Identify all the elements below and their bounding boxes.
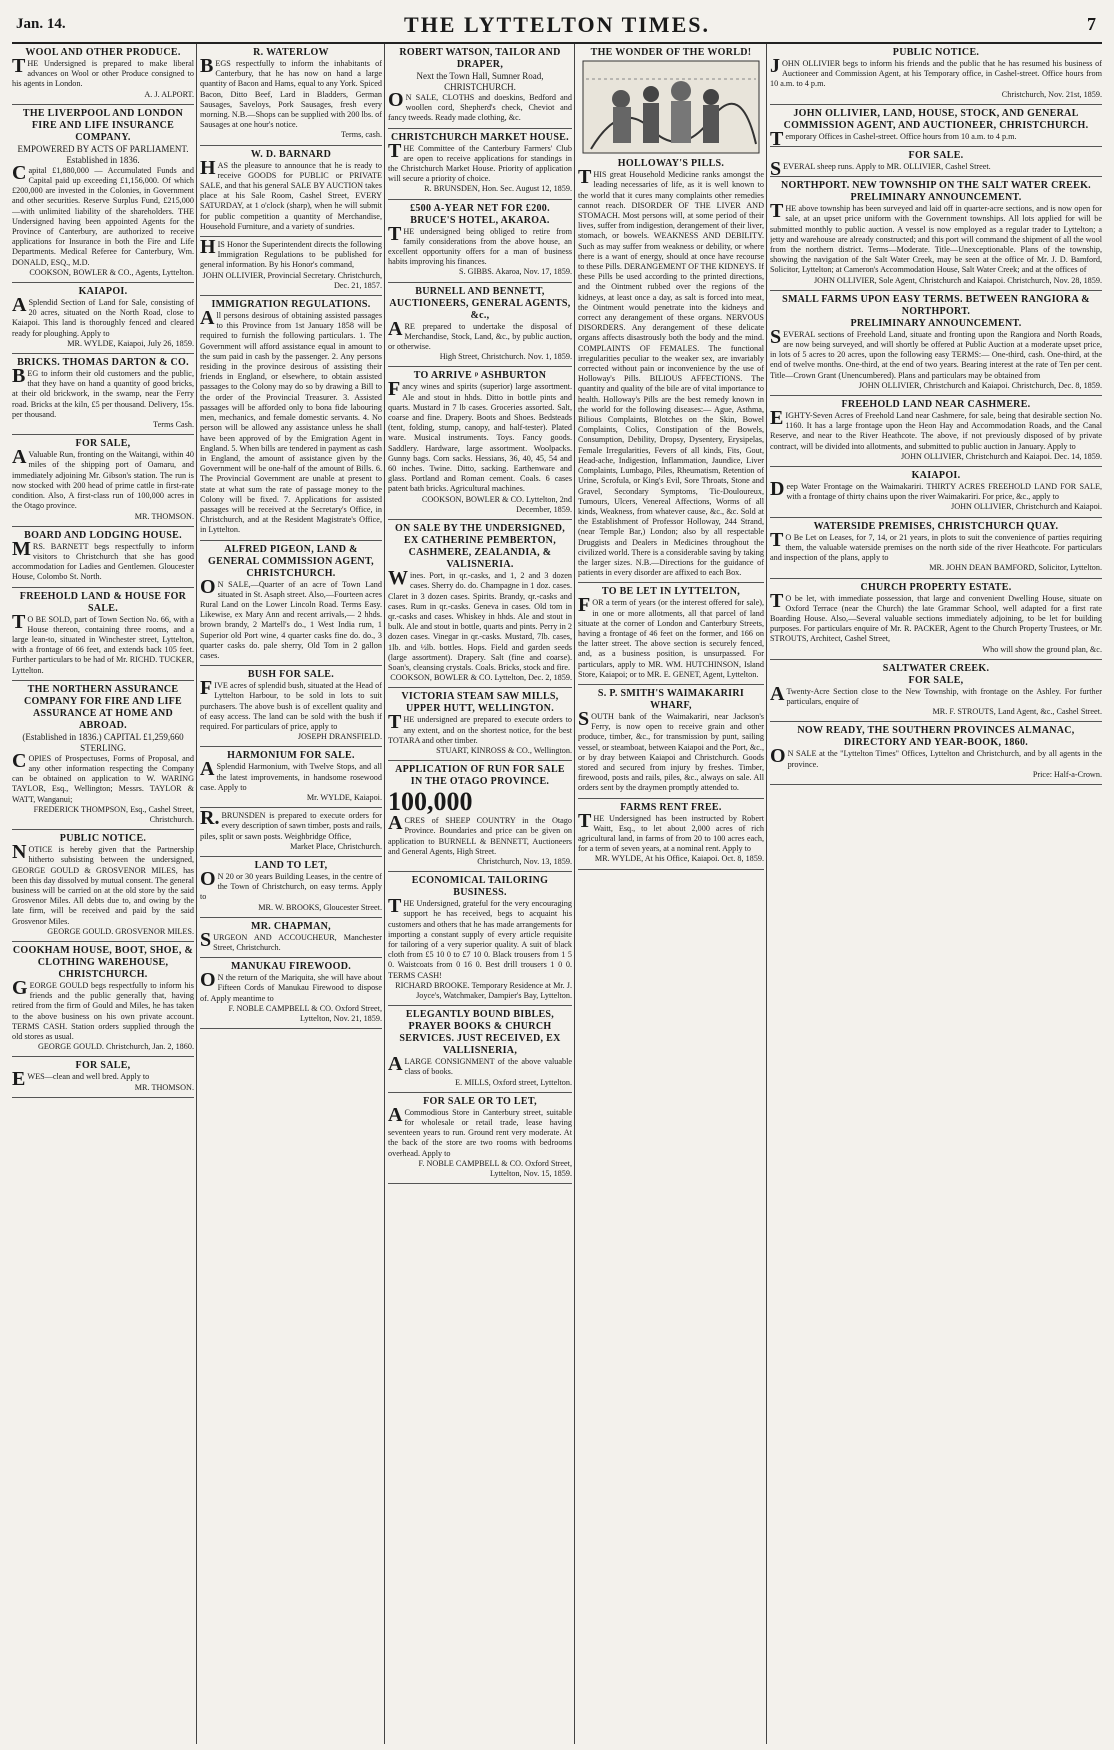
ad-heading: CHRISTCHURCH MARKET HOUSE. [391, 131, 569, 143]
advertisement [12, 942, 194, 1057]
advertisement [388, 761, 572, 872]
ad-body-text: FOR a term of years (or the interest offered for sale), in one or more allotments, all that parcel of land situate at the corner of London and Canterbury Streets, having a frontage of 46 feet on the former, and 166 on the latter street. The above section is securely fenced, and, as a business position, is unsurpassed. For particulars, apply to MR. WM. HUTCHINSON, Island Store, Kaiapoi; or to MR. E. GENET, Agent, Lyttelton. [578, 594, 764, 679]
ad-body-text: ACommodious Store in Canterbury street, suitable for wholesale or retail trade, lease having seventeen years to run. Ground rent very moderate. At the back of the store are two rooms with bedrooms overhead. Apply to [388, 1103, 572, 1158]
ad-body-text: HIS Honor the Superintendent directs the following Immigration Regulations to be published for general information. By his Honor's command, [200, 236, 382, 270]
ad-body-text: BEGS respectfully to inform the inhabitants of Canterbury, that he has now on hand a large quantity of Bacon and Hams, equal to any York. Spiced Bacon, Ditto Beef, Lard in Bladders, German Sausages, Saveloys, Pork Sausages, fresh every morning. N.B.—Shops can be supplied with 200 lbs. of Sausages at one hour's notice. [200, 55, 382, 130]
advertisement [200, 666, 382, 747]
advertisement [388, 872, 572, 1006]
ad-heading: MANUKAU FIREWOOD. [230, 961, 352, 973]
column-divider [196, 44, 197, 1744]
ad-body-text: THE Committee of the Canterbury Farmers' Club are open to receive applications for standings in the Christchurch Market House. Priority of application will secure a priority of choice. [388, 139, 572, 184]
ad-heading: £500 A-YEAR NET FOR £200. BRUCE'S HOTEL, AKAROA. [410, 202, 550, 226]
ad-heading: FOR SALE. [908, 150, 964, 162]
advertisement [12, 1057, 194, 1097]
advertisement [770, 518, 1102, 579]
ad-heading: CHURCH PROPERTY ESTATE. [860, 581, 1012, 593]
ad-body-text: ON SALE at the "Lyttelton Times" Offices, Lyttelton and Christchurch, and by all agents in the province. [770, 745, 1102, 769]
advertisement [200, 541, 382, 667]
ad-signature: JOHN OLLIVIER, Christchurch and Kaiapoi. Christchurch, Dec. 8, 1859. [858, 380, 1102, 390]
advertisement [200, 747, 382, 808]
advertisement [388, 520, 572, 688]
ad-body-text: All persons desirous of obtaining assisted passages to this Province from 1st January 1858 will be required to furnish the following particulars. 1. The Government will afford assistance equal in amount to the sum paid in cash by the passenger. 2. Any persons residing in the province desirous of assisting their friends in England, or elsewhere, to obtain assisted passages to the Colony may do so by drawing a Bill to the order of the Provincial Treasurer. 3. Assisted passages will be afforded only to bona fide labouring men, mechanics, and female domestic servants. 4. No person will be allowed any assistance unless he shall have been approved of by the Emigration Agent in England. 5. When bills are tendered in payment as cash in England, the amount of assistance given by the Government will be one-half of the amount of Bills. 6. The Provincial Government are unable at present to state at what sum the rate of passage money to the Colony will be fixed. 7. Applications for assisted passages will be received at the Secretary's Office, in Christchurch, and at the Resident Magistrate's Office, in Lyttelton. [200, 307, 382, 535]
ad-signature: A. J. ALPORT. [144, 89, 194, 99]
advertisement [770, 467, 1102, 518]
advertisement [770, 44, 1102, 105]
ad-signature: MR. W. BROOKS, Gloucester Street. [258, 902, 382, 912]
ad-signature: JOHN OLLIVIER, Sole Agent, Christchurch and Kaiapoi. Christchurch, Nov. 28, 1859. [813, 275, 1102, 285]
advertisement [12, 527, 194, 588]
ad-large-figure: 100,000 [388, 787, 473, 817]
advertisement [200, 237, 382, 296]
advertisement [200, 44, 382, 146]
advertisement [578, 583, 764, 685]
ad-body-text: SOUTH bank of the Waimakariri, near Jackson's Ferry, is now open to receive grain and other produce, timber, &c., for transmission by punt, sailing vessel, or steamboat, between Kaiapoi and the Port, &c., or by dray between Kaiapoi and Christchurch. Goods stored and secured from injury by freshes. Timber, firewood, posts and rails, piles, &c., always on sale. All orders sent by the draymen promptly attended to. [578, 707, 764, 793]
advertisement [12, 435, 194, 526]
ad-signature: Terms Cash. [153, 420, 194, 430]
ad-body-text: Capital £1,880,000 — Accumulated Funds and Capital paid up exceeding £1,156,000. Of which £200,000 are invested in the Colonies, in Government and other securities. Reserve Surplus Fund, £215,000—with unlimited liability of the shareholders. THE Undersigned having been appointed Agents for the Province of Canterbury, are authorized to receive applications for Insurance in both the Fire and Life Departments. Medical Referee for Canterbury, Wm. DONALD, ESQ., M.D. [12, 161, 194, 267]
engraving-illustration [578, 59, 764, 155]
advertisement [200, 857, 382, 918]
ad-heading-secondary: PRELIMINARY ANNOUNCEMENT. [850, 192, 1022, 204]
ad-heading: APPLICATION OF RUN FOR SALE IN THE OTAGO PROVINCE. [395, 764, 565, 788]
page-date: Jan. 14. [16, 16, 66, 32]
ad-signature: FREDERICK THOMPSON, Esq., Cashel Street, Christchurch. [33, 804, 194, 824]
advertisement [388, 129, 572, 200]
column-divider [574, 44, 575, 1744]
advertisement [388, 44, 572, 129]
ad-body-text: TO Be Let on Leases, for 7, 14, or 21 years, in plots to suit the convenience of parties requiring them, the valuable waterside premises on the north side of the river Heathcote. For particulars and inspection of the plans, apply to [770, 528, 1102, 563]
ad-heading: KAIAPOI. [78, 286, 128, 298]
ad-signature: GEORGE GOULD. GROSVENOR MILES. [47, 926, 194, 936]
ad-heading: FREEHOLD LAND NEAR CASHMERE. [841, 399, 1031, 411]
ad-signature: Christchurch, Nov. 21st, 1859. [1001, 89, 1102, 99]
ad-signature: COOKSON, BOWLER & CO. Lyttelton, Dec. 2, 1859. [390, 673, 572, 683]
advertisement [12, 830, 194, 942]
ad-body-text: Deep Water Frontage on the Waimakariri. THIRTY ACRES FREEHOLD LAND FOR SALE, with a frontage of thirty chains upon the river Waimakariri. For price, &c., apply to [770, 478, 1102, 502]
advertisement [770, 660, 1102, 723]
advertisement [770, 396, 1102, 467]
ad-heading: S. P. SMITH'S WAIMAKARIRI WHARF, [597, 687, 745, 711]
ad-signature: Market Place, Christchurch. [290, 841, 382, 851]
ad-body-text: ASplendid Section of Land for Sale, consisting of 20 acres, situated on the North Road, close to Kaiapoi. This land is thoroughly fenced and cleared ready for ploughing. Apply to [12, 294, 194, 338]
ad-body-text: ACRES of SHEEP COUNTRY in the Otago Province. Boundaries and price can be given on application to BURNELL & BENNETT, Auctioneers and General Agents, High Street. [388, 812, 572, 856]
ad-body-text: HAS the pleasure to announce that he is ready to receive GOODS for PUBLIC or PRIVATE SALE, and that his general SALE BY AUCTION takes place at his Sale Room, Cashel Street, EVERY SATURDAY, at 1 o'clock (sharp), when he will submit for public competition a quantity of Merchandise, Household Furniture, and a variety of sundries. [200, 156, 382, 231]
ad-body-text: THE Undersigned, grateful for the very encouraging support he has received, begs to acquaint his customers and others that he has made arrangements for importing a constant supply of every article requisite for tailoring of a very superior quality. A suit of black cloth from £5 10 0 to £7 10 0. Black trousers from 1 5 0. Waistcoats from 0 16 0. Best drill trousers 1 0 0. TERMS CASH! [388, 895, 572, 980]
ad-subheading: Next the Town Hall, Sumner Road, CHRISTCHURCH. [416, 71, 544, 92]
ad-body-text: EWES—clean and well bred. Apply to [12, 1068, 150, 1091]
ad-heading: THE NORTHERN ASSURANCE COMPANY FOR FIRE AND LIFE ASSURANCE AT HOME AND ABROAD. [23, 683, 183, 731]
ad-heading: VICTORIA STEAM SAW MILLS, UPPER HUTT, WELLINGTON. [401, 691, 559, 715]
ad-heading: WOOL AND OTHER PRODUCE. [25, 47, 181, 58]
ad-heading-secondary: HOLLOWAY'S PILLS. [617, 158, 725, 170]
ad-body-text: THIS great Household Medicine ranks amongst the leading necessaries of life, as it is well known to the world that it cures many complaints other remedies cannot reach. DISORDER OF THE LIVER AND STOMACH. Most persons will, at some period of their lives, suffer from indigestion, derangement of their liver, stomach, or bowels. WEAKNESS AND DEBILITY. Such as may suffer from weakness or debility, or where there is a want of energy, should at once have recourse to these Pills. DERANGEMENT OF THE KIDNEYS. If these Pills be used according to the printed directions, and the Ointment rubbed over the regions of the kidneys, at least once a day, as salt is forced into meat, the Ointment would penetrate into the kidneys and correct any derangement of these organs. NERVOUS DISORDERS. Any derangement of these delicate organs affects disastrously both the body and the mind. COMPLAINTS OF FEMALES. The functional irregularities peculiar to the weaker sex, are invariably corrected without pain or inconvenience by the use of Holloway's Pills. BILIOUS AFFECTIONS. The quantity and quality of the bile are of vital importance to health. Holloway's Pills are the best remedy known in the world for the following diseases:— Ague, Asthma, Bilious Complaints, Blotches on the Skin, Bowel Complaints, Colics, Constipation of the Bowels, Consumption, Debility, Dropsy, Dysentery, Erysipelas, Female Irregularities, Fevers of all kinds, Fits, Gout, Head-ache, Indigestion, Inflammation, Jaundice, Liver Complaints, Lumbago, Piles, Rheumatism, Retention of Urine, Scrofula, or King's Evil, Sore Throats, Stone and Gravel, Secondary Symptoms, Tic-Douloureux, Tumours, Ulcers, Venereal Affections, Worms of all kinds, Weakness, from whatever cause, &c., &c. Sold at the Establishment of Professor Holloway, 244 Strand, (near Temple Bar,) London; also by all respectable Druggists and Dealers in Medicines throughout the civilized world. There is a considerable saving by taking the larger sizes. N.B.—Directions for the guidance of patients in every disorder are affixed to each Box. [578, 166, 764, 578]
ad-heading: FOR SALE, [75, 1060, 131, 1072]
ad-heading: IMMIGRATION REGULATIONS. [211, 299, 371, 311]
ad-body-text: NOTICE is hereby given that the Partnership hitherto subsisting between the undersigned, GEORGE GOULD & GROSVENOR MILES, has been this day dissolved by mutual consent. The general business will be carried on at the old store by the said Grosvenor Miles. All debts due to, and owing by the late firm, will be received and paid by the said Grosvenor Miles. [12, 841, 194, 926]
ad-body-text: EIGHTY-Seven Acres of Freehold Land near Cashmere, for sale, being that desirable section No. 1160. It has a large frontage upon the Heon Hay and Accommodation Roads, and the Canal Reserve, and near to the River Heathcote. The above, if not previously disposed of by private contract, will be divided into allotments, and submitted to public auction in January. Apply to [770, 407, 1102, 451]
ad-body-text: THE undersigned are prepared to execute orders to any extent, and on the shortest notice, for the best TOTARA and other timber. [388, 711, 572, 745]
ad-signature: E. MILLS, Oxford street, Lyttelton. [455, 1077, 572, 1087]
advertisement [578, 799, 764, 870]
ad-signature: F. NOBLE CAMPBELL & CO. Oxford Street, Lyttelton, Nov. 15, 1859. [418, 1158, 572, 1179]
page-number: 7 [1087, 14, 1096, 34]
ad-heading: R. WATERLOW [253, 47, 329, 58]
ad-heading: ALFRED PIGEON, LAND & GENERAL COMMISSION AGENT, CHRISTCHURCH. [208, 543, 374, 579]
ad-heading: NORTHPORT. NEW TOWNSHIP ON THE SALT WATER CREEK. [781, 180, 1091, 192]
ad-heading: LAND TO LET, [254, 860, 328, 871]
ad-signature: High Street, Christchurch. Nov. 1, 1859. [439, 352, 572, 362]
ad-heading: TO BE LET IN LYTTELTON, [601, 586, 741, 598]
ad-heading: BRICKS. THOMAS DARTON & CO. [17, 357, 189, 369]
ad-heading: FARMS RENT FREE. [620, 801, 722, 813]
advertisement [12, 105, 194, 283]
advertisement [578, 44, 764, 583]
ad-heading: WATERSIDE PREMISES, CHRISTCHURCH QUAY. [813, 520, 1059, 532]
ad-heading: MR. CHAPMAN, [251, 920, 331, 932]
ad-heading: TO ARRIVE ᵖ ASHBURTON [413, 370, 547, 382]
ad-signature: GEORGE GOULD. Christchurch, Jan. 2, 1860. [38, 1042, 194, 1052]
advertisement [388, 1093, 572, 1184]
column-divider [384, 44, 385, 1744]
ad-heading: BUSH FOR SALE. [247, 669, 335, 681]
ad-body-text: THE undersigned being obliged to retire from family considerations from the above house, an excellent opportunity offers for a man of business habits improving his finances. [388, 222, 572, 267]
ad-body-text: AValuable Run, fronting on the Waitangi, within 40 miles of the shipping port of Oamaru, and immediately adjoining Mr. Gibson's station. The run is now stocked with 200 head of prime cattle in first-rate condition. Also, A first-class run of 100,000 acres in the Otago province. [12, 446, 194, 511]
ad-body-text: Fancy wines and spirits (superior) large assortment. Ale and stout in hhds. Ditto in bottle pints and quarts. Mustard in 7 lb cases. Groceries assorted. Salt, coarse and fine. Drapery. Boots and Shoes. Bedsteads (tent, folding, stump, canopy, and half-tester). Plated ware. Musical instruments. Toys. Fancy goods. Saddlery. Hardware, large assortment. Woolpacks. Gunny bags. Corn sacks. Hessians, 36, 40, 45, 54 and 60 inches. Twine. Ditto, sacking. Earthenware and glass. Portland and Roman cement. Coals. 6 cases patent bath bricks. Agricultural machines. [388, 378, 572, 494]
column-3 [388, 44, 572, 1744]
column-divider [766, 44, 767, 1744]
advertisement [200, 808, 382, 857]
ad-signature: JOHN OLLIVIER, Provincial Secretary. Christchurch, Dec. 21, 1857. [202, 270, 382, 290]
advertisement [12, 681, 194, 830]
ad-heading: KAIAPOI. [911, 470, 961, 482]
column-2 [200, 44, 382, 1744]
newspaper-title: THE LYTTELTON TIMES. [404, 12, 710, 37]
ad-heading: THE WONDER OF THE WORLD! [590, 47, 752, 58]
ad-heading-secondary: FOR SALE, [908, 674, 964, 686]
ad-heading: SALTWATER CREEK. [882, 662, 990, 674]
advertisement [200, 296, 382, 540]
ad-body-text: ASplendid Harmonium, with Twelve Stops, and all the latest improvements, in handsome rosewood case. Apply to [200, 758, 382, 792]
ad-signature: S. GIBBS. Akaroa, Nov. 17, 1859. [459, 267, 572, 277]
ad-heading: FREEHOLD LAND & HOUSE FOR SALE. [19, 590, 187, 614]
ad-signature: MR. WYLDE, At his Office, Kaiapoi. Oct. 8, 1859. [594, 854, 764, 864]
ad-signature: F. NOBLE CAMPBELL & CO. Oxford Street, Lyttelton, Nov. 21, 1859. [228, 1003, 382, 1024]
advertisement [12, 588, 194, 681]
ad-body-text: ON SALE, CLOTHS and doeskins, Bedford and woollen cord, Shepherd's check, Cheviot and fancy tweeds. Ready made clothing, &c. [388, 89, 572, 123]
ad-body-text: THE Undersigned has been instructed by Robert Waitt, Esq., to let about 2,000 acres of rich agricultural land, in farms of from 20 to 100 acres each, for a term of seven years, at a nominal rent. Apply to [578, 809, 764, 854]
ad-body-text: GEORGE GOULD begs respectfully to inform his friends and the public generally that, having retired from the firm of Gould and Miles, he has taken to the above business on his own private account. TERMS CASH. Station orders supplied through the old stores as usual. [12, 976, 194, 1041]
ad-body-text: ATwenty-Acre Section close to the New Township, with frontage on the Ashley. For further particulars, enquire of [770, 682, 1102, 706]
advertisement [388, 200, 572, 283]
ad-body-text: ON the return of the Mariquita, she will have about Fifteen Cords of Manukau Firewood to dispose of. Apply meantime to [200, 969, 382, 1003]
ad-subheading: (Established in 1836.) CAPITAL £1,259,660 STERLING. [22, 731, 184, 753]
ad-signature: Terms, cash. [340, 130, 382, 140]
ad-body-text: SURGEON AND ACCOUCHEUR, Manchester Street, Christchurch. [200, 928, 382, 953]
ad-heading: SMALL FARMS UPON EASY TERMS. BETWEEN RANGIORA & NORTHPORT. [782, 293, 1090, 317]
ad-heading: BURNELL AND BENNETT, AUCTIONEERS, GENERAL AGENTS, &c., [389, 285, 571, 321]
ad-heading: FOR SALE, [75, 438, 131, 450]
ad-signature: MR. THOMSON. [134, 1082, 194, 1092]
ad-body-text: TO BE SOLD, part of Town Section No. 66, with a House thereon, containing three rooms, and a large lean-to, situated in Winchester street, Lyttelton, with a frontage of 66 feet, and extends back 105 feet. Further particulars to be had of Mr. RICHD. TUCKER, Lyttelton. [12, 610, 194, 675]
ad-signature: MR. F. STROUTS, Land Agent, &c., Cashel Street. [932, 707, 1102, 717]
advertisement [200, 146, 382, 237]
advertisement [770, 177, 1102, 291]
advertisement [578, 685, 764, 799]
ad-heading: W. D. BARNARD [250, 148, 332, 160]
ad-body-text: SEVERAL sheep runs. Apply to MR. OLLIVIER, Cashel Street. [770, 158, 991, 181]
ad-body-text: THE above township has been surveyed and laid off in quarter-acre sections, and is now open for sale, at an upset price uniform with the Government townships. All lots applied for will be submitted monthly to public auction. A vessel is now employed as a regular trader to Lyttelton; a jetty and warehouse are already constructed; and this port will command the shipment of all the wool from the northern district. Terms—Moderate. Title—Unexceptionable. Plans of the township, showing the navigation of the Salt Water Creek, may be seen at the office of Mr. J. D. Bamford, Solicitor, Lyttelton; at Cameron's Accommodation House, Salt Water Creek; and at the offices of [770, 200, 1102, 275]
column-4 [578, 44, 764, 1744]
ad-heading: HARMONIUM FOR SALE. [227, 750, 355, 762]
ad-heading-secondary: PRELIMINARY ANNOUNCEMENT. [850, 317, 1022, 329]
ad-heading: FOR SALE OR TO LET, [423, 1095, 537, 1107]
advertisement [388, 283, 572, 368]
ad-body-text: SEVERAL sections of Freehold Land, situate and fronting upon the Rangiora and North Roads, are now being surveyed, and will shortly be offered at Public Auction at a moderate upset price, in lots of 5 acres to 20 acres, upon the following easy TERMS:— One-third, cash. One-third, at the end of twelve months. One-third, at the end of two years. Bearing interest at the rate of Ten per cent. Title—Crown Grant (Unencumbered). Plans and particulars may be obtained from [770, 325, 1102, 380]
ad-heading: ON SALE BY THE UNDERSIGNED, EX CATHERINE PEMBERTON, CASHMERE, ZEALANDIA, & VALISNERIA. [394, 523, 566, 571]
ad-heading: BOARD AND LODGING HOUSE. [24, 529, 182, 541]
ad-body-text: BEG to inform their old customers and the public, that they have on hand a quantity of good bricks, at their old brickwork, in the swamp, near the Ferry road. Bricks at the kiln, £5 per thousand. Delivery, 15s. per thousand. [12, 365, 194, 419]
ad-signature: STUART, KINROSS & CO., Wellington. [436, 745, 572, 755]
advertisement [200, 918, 382, 958]
ad-signature: JOHN OLLIVIER, Christchurch and Kaiapoi. Dec. 14, 1859. [900, 451, 1102, 461]
ad-heading: JOHN OLLIVIER, LAND, HOUSE, STOCK, AND GENERAL COMMISSION AGENT, AND AUCTIONEER, CHRISTCHURCH. [783, 107, 1089, 131]
ad-body-text: R.BRUNSDEN is prepared to execute orders for every description of sawn timber, posts and rails, piles, split or sawn posts. Weighbridge Office, [200, 807, 382, 841]
ad-body-text: Wines. Port, in qr.-casks, and 1, 2 and 3 dozen cases. Sherry do. do. Champagne in 1 doz. cases. Claret in 3 dozen cases. Spirits. Brandy, qr.-casks and cases. Rum in qr.-casks. Geneva in cases. Old tom in qr.-casks and cases. Whiskey in hhds. Ale and stout in bulk. Ale and stout in bottle, quarts and pints. Perry in 2 dozen cases. Vinegar in qr.-casks. Mustard, 7lb. cases, 1lb. and ½lb. bottles. Hops. Field and garden seeds (large assortment). Drapery. Salt (fine and coarse). Soan's, cleansing crystals. Coals. Bricks, stock and fire. [388, 567, 572, 672]
ad-signature: Who will show the ground plan, &c. [982, 644, 1102, 654]
ad-signature: JOHN OLLIVIER, Christchurch and Kaiapoi. [951, 502, 1102, 512]
advertisement [770, 147, 1102, 181]
ad-signature: MR. THOMSON. [134, 511, 194, 521]
ad-signature: JOSEPH DRANSFIELD. [297, 732, 382, 742]
ad-body-text: COPIES of Prospectuses, Forms of Proposal, and any other information respecting the Company can be obtained on application to W. WARING TAYLOR, Esq., Wellington; Messrs. TAYLOR & WATT, Wanganui; [12, 749, 194, 804]
ad-heading: THE LIVERPOOL AND LONDON FIRE AND LIFE INSURANCE COMPANY. [22, 107, 184, 143]
ad-signature: Mr. WYLDE, Kaiapoi. [306, 792, 382, 802]
advertisement [200, 958, 382, 1029]
advertisement [388, 367, 572, 520]
column-5 [770, 44, 1102, 1744]
ad-body-text: ON 20 or 30 years Building Leases, in the centre of the Town of Christchurch, on easy terms. Apply to [200, 868, 382, 902]
ad-heading: ROBERT WATSON, TAILOR AND DRAPER, [399, 47, 561, 70]
advertisement [12, 44, 194, 105]
advertisement [770, 579, 1102, 660]
ad-body-text: Temporary Offices in Cashel-street. Office hours from 10 a.m. to 4 p.m. [770, 127, 1017, 150]
ad-heading: PUBLIC NOTICE. [59, 833, 147, 845]
ad-body-text: JOHN OLLIVIER begs to inform his friends and the public that he has resumed his business of Auctioneer and Commission Agent, at his Temporary office, in Cashel-street. Office hours from 10 a.m. to 4 p.m. [770, 55, 1102, 89]
ad-heading: ECONOMICAL TAILORING BUSINESS. [411, 875, 549, 899]
ad-body-text: TO be let, with immediate possession, that large and convenient Dwelling House, situate on Oxford Terrace (near the Church) the late Grammar School, well adapted for a first rate Boarding House. Also,—Several valuable sections immediately adjoining, to be let for building purposes. For particulars enquire of Mr. R. PACKER, Agent to the Church Property Trustees, or Mr. STROUTS, Architect, Cashel Street, [770, 589, 1102, 644]
ad-heading: PUBLIC NOTICE. [892, 47, 980, 58]
advertisement [388, 1006, 572, 1093]
advertisement [770, 105, 1102, 150]
advertisement [12, 283, 194, 354]
ad-body-text: FIVE acres of splendid bush, situated at the Head of Lyttelton Harbour, to be sold in lots to suit purchasers. The above bush is of excellent quality and of easy access. The land can be sold with the bush if required. For particulars of price, apply to [200, 677, 382, 731]
ad-heading: COOKHAM HOUSE, BOOT, SHOE, & CLOTHING WAREHOUSE, CHRISTCHURCH. [12, 944, 194, 980]
ad-signature: COOKSON, BOWLER & CO., Agents, Lyttelton. [29, 267, 194, 277]
masthead [12, 8, 1102, 44]
ad-heading: NOW READY, THE SOUTHERN PROVINCES ALMANAC, DIRECTORY AND YEAR-BOOK, 1860. [797, 725, 1075, 749]
advertisement [388, 688, 572, 761]
advertisement [12, 354, 194, 435]
ad-heading: ELEGANTLY BOUND BIBLES, PRAYER BOOKS & CHURCH SERVICES. JUST RECEIVED, EX VALLISNERIA, [399, 1009, 561, 1057]
ad-body-text: ON SALE,—Quarter of an acre of Town Land situated in St. Asaph street. Also,—Fourteen acres Rural Land on the Lower Lincoln Road. Terms Easy. Likewise, ex Mary Ann and recent arrivals,— 2 hhds. brown brandy, 2 Martell's do., 1 West India rum, 1 Superior old Port wine, 4 quarter casks fine do. do., 3 quarter casks do. pale sherry, Old Tom in 2 gallon cases. [200, 575, 382, 660]
ad-signature: RICHARD BROOKE. Temporary Residence at Mr. J. Joyce's, Watchmaker, Dampier's Bay, Lyttelton. [395, 980, 572, 1000]
ad-signature: MR. JOHN DEAN BAMFORD, Solicitor, Lyttelton. [929, 563, 1102, 573]
advertisement [770, 722, 1102, 785]
ad-body-text: ALARGE CONSIGNMENT of the above valuable class of books. [388, 1053, 572, 1077]
ad-signature: COOKSON, BOWLER & CO. Lyttelton, 2nd December, 1859. [421, 494, 572, 514]
ad-subheading: EMPOWERED BY ACTS OF PARLIAMENT. Established in 1836. [17, 143, 189, 165]
ad-signature: R. BRUNSDEN, Hon. Sec. August 12, 1859. [424, 184, 572, 194]
ad-signature: MR. WYLDE, Kaiapoi, July 26, 1859. [67, 338, 194, 348]
ad-body-text: MRS. BARNETT begs respectfully to inform visitors to Christchurch that she has good accommodation for Ladies and Gentlemen. Gloucester House, Colombo St. North. [12, 537, 194, 582]
ad-body-text: ARE prepared to undertake the disposal of Merchandise, Stock, Land, &c., by public auction, or otherwise. [388, 317, 572, 352]
ad-signature: Christchurch, Nov. 13, 1859. [477, 856, 572, 866]
advertisement [770, 291, 1102, 396]
ad-signature: Price: Half-a-Crown. [1032, 769, 1102, 779]
ad-body-text: THE Undersigned is prepared to make liberal advances on Wool or other Produce consigned to his agents in London. [12, 55, 194, 89]
column-1 [12, 44, 194, 1744]
